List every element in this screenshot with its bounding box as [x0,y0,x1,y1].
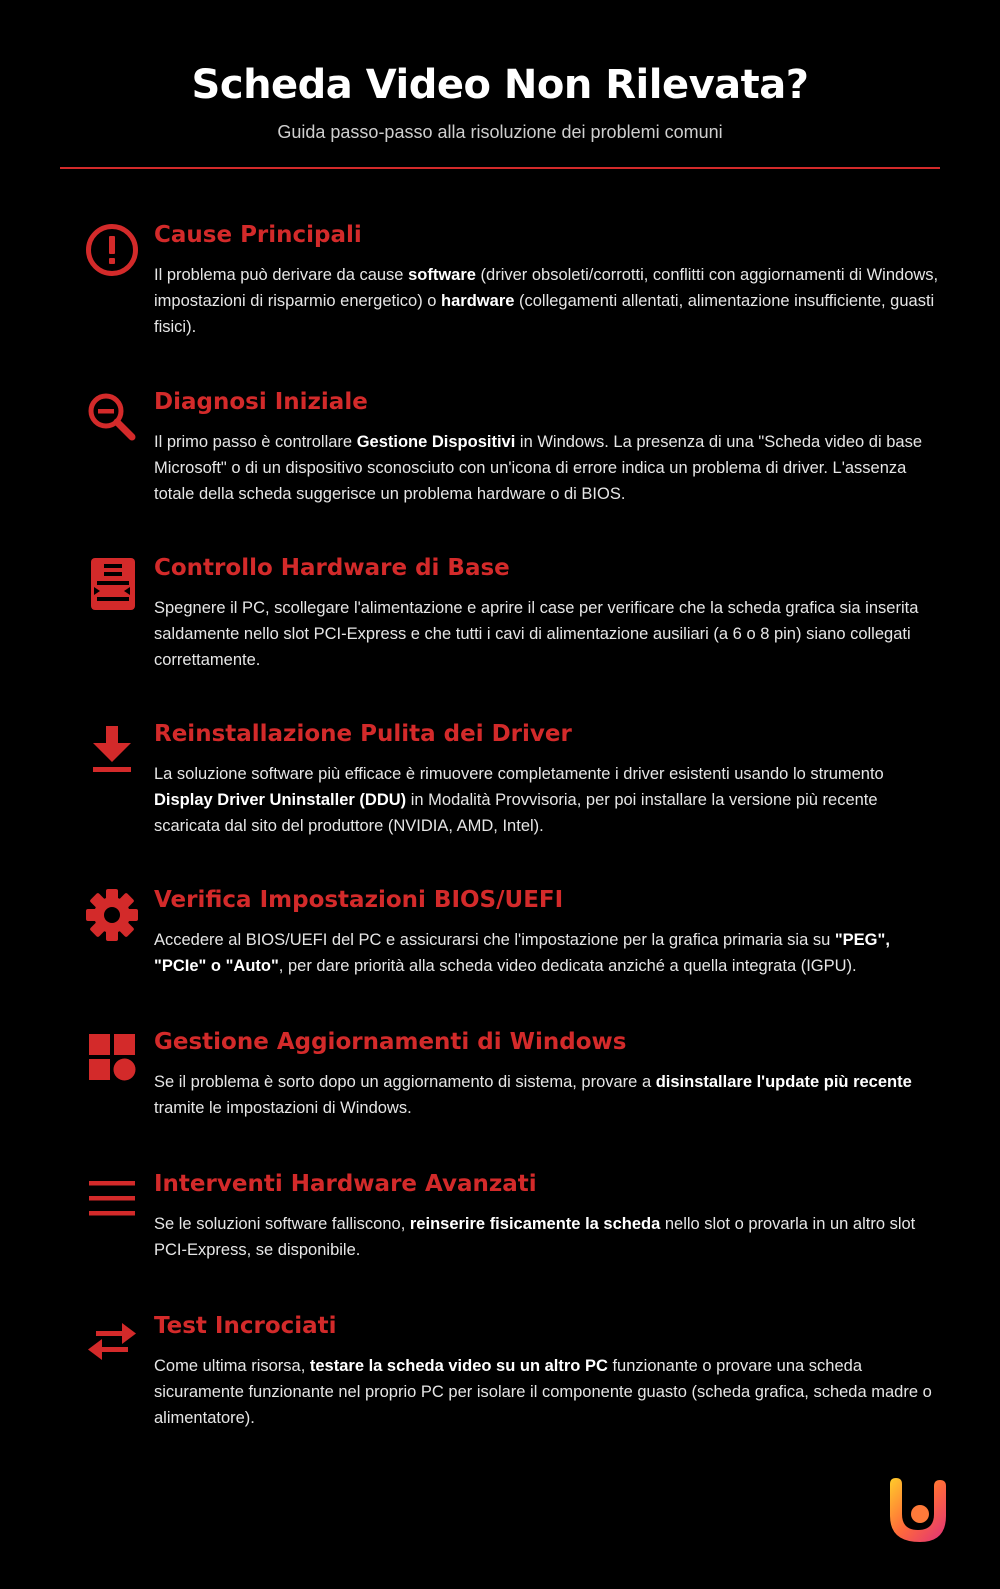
section-heading: Interventi Hardware Avanzati [154,1171,537,1197]
text-run: Se le soluzioni software falliscono, [154,1215,410,1233]
text-run: Se il problema è sorto dopo un aggiornamento di sistema, provare a [154,1073,656,1091]
exclamation-circle-icon [60,222,164,286]
section-text [154,927,940,979]
hardware-card-icon [60,555,164,619]
zoom-out-icon [60,389,164,453]
emphasis-text: software [408,266,476,284]
emphasis-text: disinstallare l'update più recente [655,1073,912,1091]
section-heading: Controllo Hardware di Base [154,555,510,581]
widgets-icon [60,1029,164,1093]
emphasis-text: Gestione Dispositivi [356,433,516,451]
text-run: Il primo passo è controllare [154,433,357,451]
gear-icon [60,887,164,951]
emphasis-text: hardware [441,292,515,310]
text-run: Il problema può derivare da cause [154,266,409,284]
emphasis-text: "PEG", "PCIe" o "Auto" [154,931,890,975]
section-heading: Verifica Impostazioni BIOS/UEFI [154,887,564,913]
emphasis-text: Display Driver Uninstaller (DDU) [154,791,407,809]
section-heading: Cause Principali [154,222,362,248]
header-divider [60,167,940,169]
download-icon [60,721,164,785]
text-run: in Modalità Provvisoria, per poi installare la versione più recente scaricata dal sito del produttore (NVIDIA, AMD, Intel). [154,791,878,835]
section-heading: Diagnosi Iniziale [154,389,368,415]
text-run: , per dare priorità alla scheda video dedicata anziché a quella integrata (IGPU). [278,957,857,975]
page-title: Scheda Video Non Rilevata? [191,62,809,108]
text-run: Accedere al BIOS/UEFI del PC e assicurarsi che l'impostazione per la grafica primaria sia su [154,931,835,949]
text-run: funzionante o provare una scheda sicuramente funzionante nel proprio PC per isolare il componente guasto (scheda grafica, scheda madre o alimentatore). [154,1357,932,1427]
text-run: Spegnere il PC, scollegare l'alimentazione e aprire il case per verificare che la scheda grafica sia inserita saldamente nello slot PCI-Express e che tutti i cavi di alimentazione ausiliari (a 6 o 8 pin) siano collegati correttamente. [154,599,919,669]
section-text [154,761,940,839]
emphasis-text: reinserire fisicamente la scheda [409,1215,661,1233]
swap-arrows-icon [60,1313,164,1377]
section-text [154,429,940,507]
section-heading: Gestione Aggiornamenti di Windows [154,1029,627,1055]
menu-lines-icon [60,1171,164,1235]
section-heading: Test Incrociati [154,1313,337,1339]
brand-u-logo-icon [884,1476,956,1548]
text-run: Come ultima risorsa, [154,1357,310,1375]
section-text [154,1211,940,1263]
text-run: (collegamenti allentati, alimentazione insufficiente, guasti fisici). [154,292,935,336]
section-text [154,1069,940,1121]
text-run: nello slot o provarla in un altro slot PCI-Express, se disponibile. [154,1215,916,1259]
section-text [154,262,940,340]
page-subtitle: Guida passo-passo alla risoluzione dei problemi comuni [277,122,723,142]
text-run: La soluzione software più efficace è rimuovere completamente i driver esistenti usando lo strumento [154,765,884,783]
text-run: (driver obsoleti/corrotti, conflitti con aggiornamenti di Windows, impostazioni di risparmio energetico) o [154,266,939,310]
section-heading: Reinstallazione Pulita dei Driver [154,721,572,747]
section-text [154,1353,940,1431]
section-text [154,595,940,673]
text-run: in Windows. La presenza di una "Scheda video di base Microsoft" o di un dispositivo sconosciuto con un'icona di errore indica un problema di driver. L'assenza totale della scheda suggerisce un problema hardware o di BIOS. [154,433,923,503]
header [0,0,1000,143]
emphasis-text: testare la scheda video su un altro PC [309,1357,608,1375]
text-run: tramite le impostazioni di Windows. [154,1099,412,1117]
